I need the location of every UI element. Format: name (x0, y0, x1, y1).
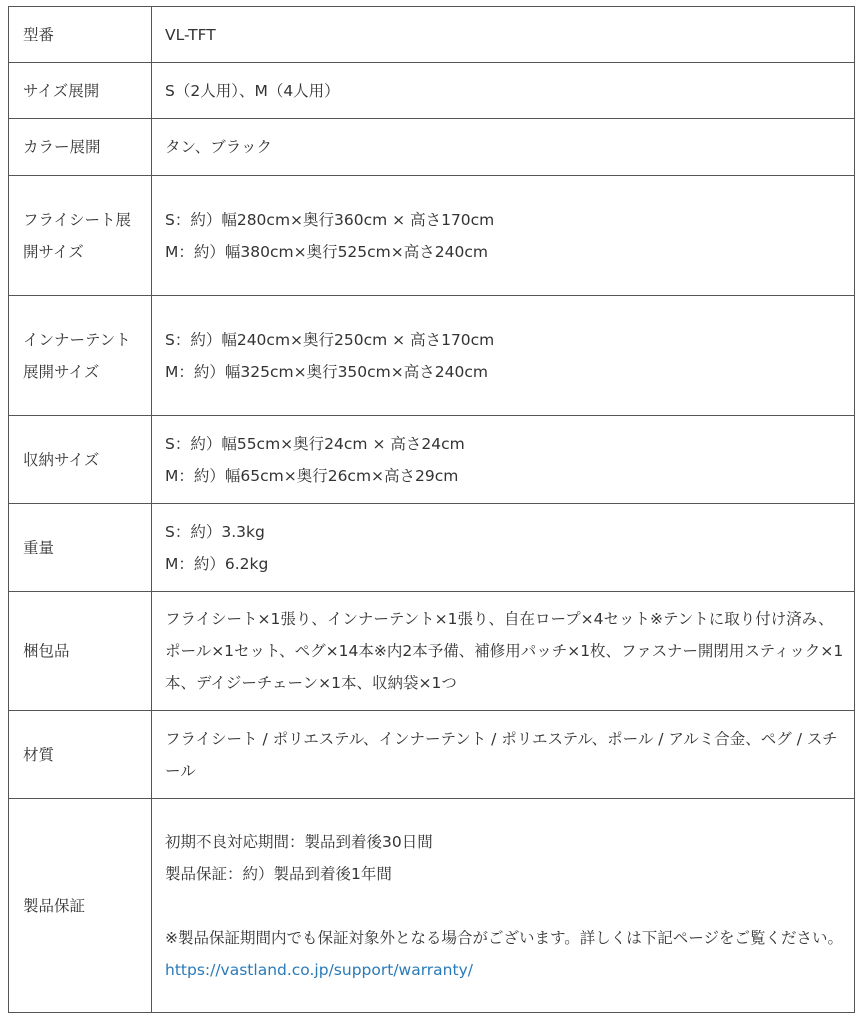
value-line: 製品保証：約）製品到着後1年間 (165, 864, 392, 883)
row-label: 材質 (9, 711, 152, 799)
row-label: サイズ展開 (9, 63, 152, 119)
table-row (9, 119, 855, 176)
value-line: S：約）幅55cm×奥行24cm × 高さ24cm (165, 434, 465, 453)
table-row (9, 711, 855, 799)
table-row (9, 7, 855, 63)
value-line: S：約）3.3kg (165, 522, 265, 541)
row-value (152, 504, 855, 592)
row-label: 型番 (9, 7, 152, 63)
row-value: フライシート×1張り、インナーテント×1張り、自在ロープ×4セット※テントに取り付け済み、ポール×1セット、ペグ×14本※内2本予備、補修用パッチ×1枚、ファスナー開閉用スティック×1本、デイジーチェーン×1本、収納袋×1つ (152, 592, 855, 711)
table-row (9, 176, 855, 296)
row-value (152, 7, 855, 63)
table-row (9, 592, 855, 711)
row-value (152, 799, 855, 1013)
warranty-note: ※製品保証期間内でも保証対象外となる場合がございます。詳しくは下記ページをご覧ください。 (165, 928, 843, 947)
row-value (152, 63, 855, 119)
spacer (165, 890, 844, 922)
value-line: M：約）6.2kg (165, 554, 269, 573)
row-label: 製品保証 (9, 799, 152, 1013)
row-value (152, 416, 855, 504)
row-value: フライシート / ポリエステル、インナーテント / ポリエステル、ポール / アルミ合金、ペグ / スチール (152, 711, 855, 799)
value-line: 初期不良対応期間：製品到着後30日間 (165, 832, 433, 851)
row-label: カラー展開 (9, 119, 152, 176)
row-value (152, 296, 855, 416)
row-label: フライシート展開サイズ (9, 176, 152, 296)
table-row (9, 799, 855, 1013)
table-row (9, 63, 855, 119)
table-row (9, 416, 855, 504)
row-value (152, 119, 855, 176)
value-line: M：約）幅65cm×奥行26cm×高さ29cm (165, 466, 459, 485)
row-label: 梱包品 (9, 592, 152, 711)
value-line: S：約）幅280cm×奥行360cm × 高さ170cm (165, 210, 495, 229)
value-line: タン、ブラック (165, 138, 272, 156)
value-line: S：約）幅240cm×奥行250cm × 高さ170cm (165, 330, 495, 349)
row-value (152, 176, 855, 296)
row-label: 収納サイズ (9, 416, 152, 504)
value-line: M：約）幅380cm×奥行525cm×高さ240cm (165, 242, 488, 261)
warranty-link[interactable]: https://vastland.co.jp/support/warranty/ (165, 960, 473, 979)
row-label: インナーテント展開サイズ (9, 296, 152, 416)
table-row (9, 296, 855, 416)
value-line: VL-TFT (165, 25, 216, 44)
value-line: S（2人用）、M（4人用） (165, 81, 340, 100)
spec-table (8, 6, 855, 1013)
row-label: 重量 (9, 504, 152, 592)
value-line: M：約）幅325cm×奥行350cm×高さ240cm (165, 362, 488, 381)
table-row (9, 504, 855, 592)
